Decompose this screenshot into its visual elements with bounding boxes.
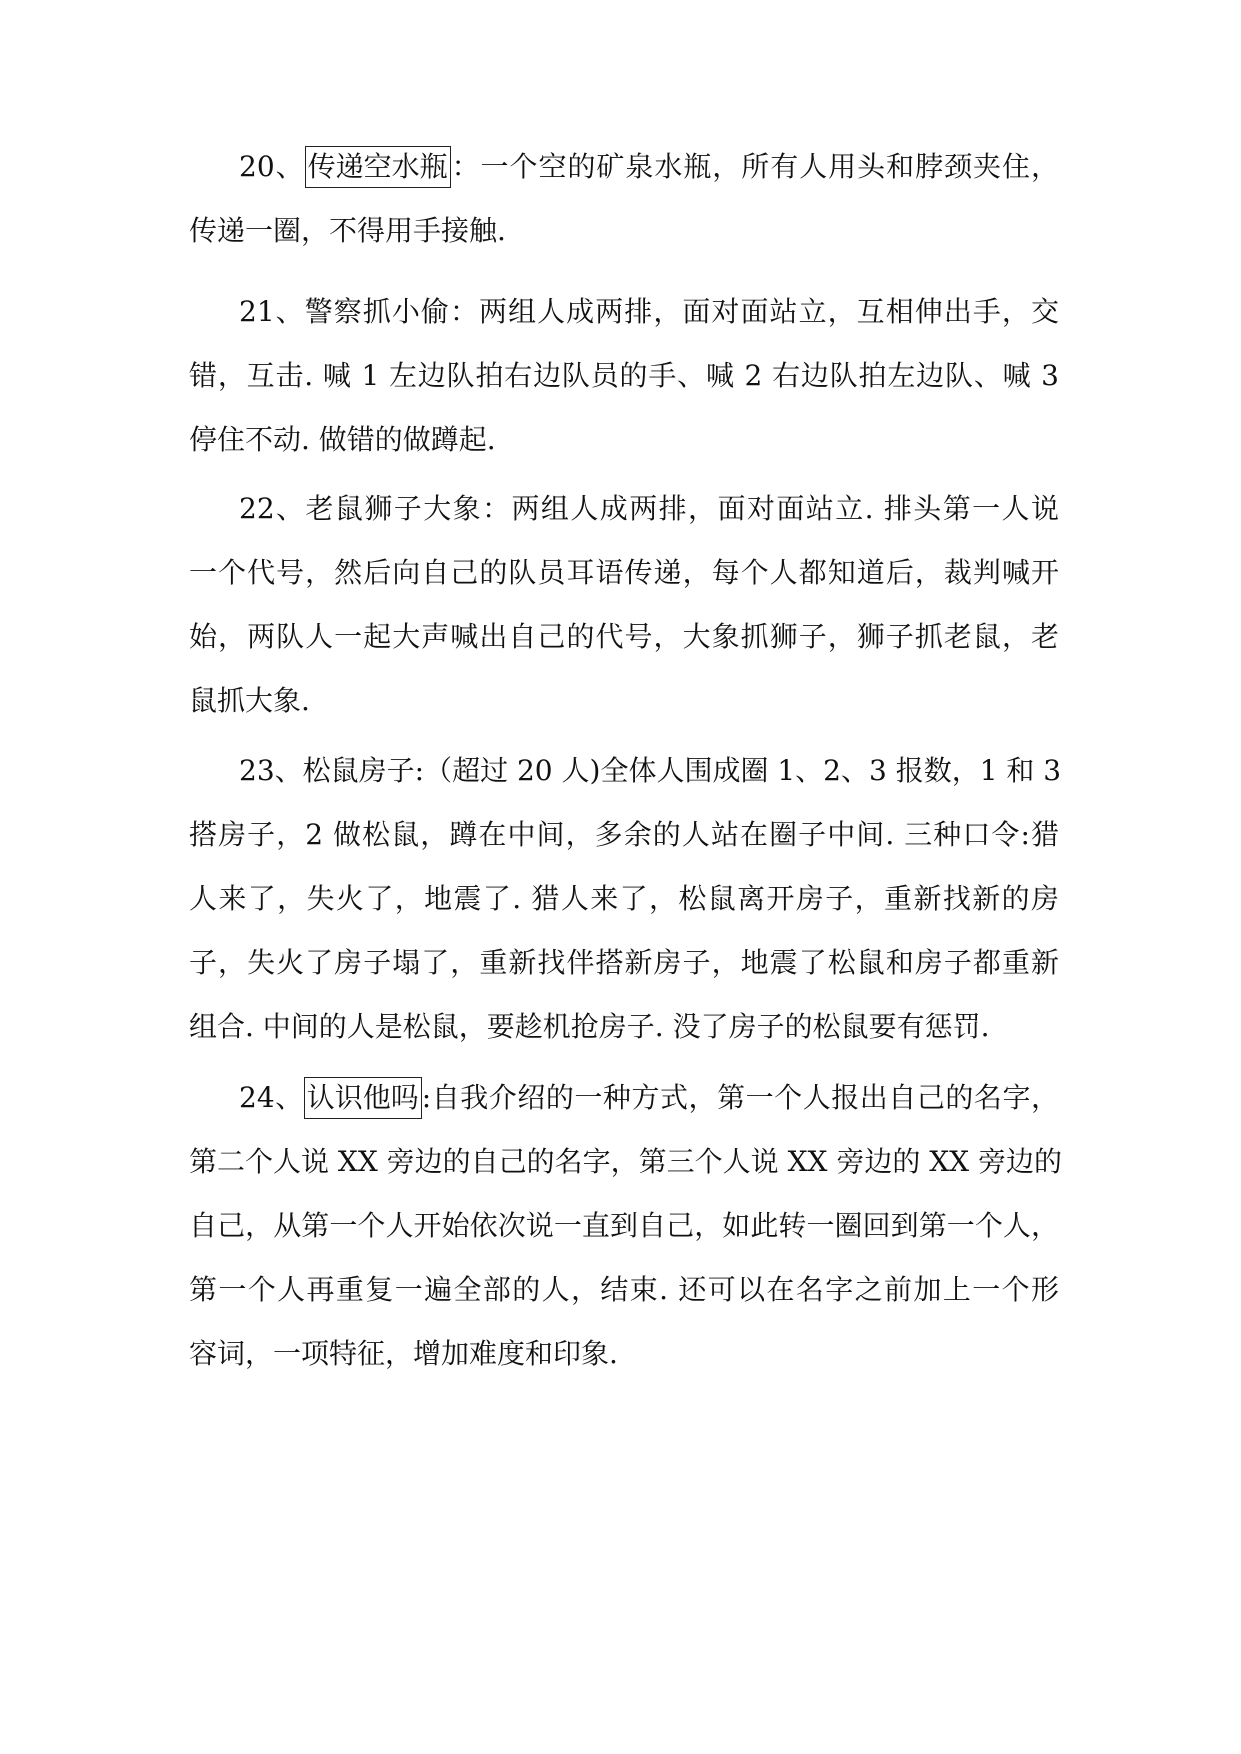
item-number: 20、 <box>239 150 305 183</box>
paragraph-line: 自己，从第一个人开始依次说一直到自己，如此转一圈回到第一个人， <box>189 1209 1059 1242</box>
paragraph-line: 子，失火了房子塌了，重新找伴搭新房子，地震了松鼠和房子都重新 <box>189 946 1059 979</box>
paragraph-line: 搭房子，2 做松鼠，蹲在中间，多余的人站在圈子中间. 三种口令:猎 <box>189 818 1059 851</box>
item-text: ：一个空的矿泉水瓶，所有人用头和脖颈夹住， <box>450 150 1059 183</box>
paragraph-line: 传递一圈，不得用手接触. <box>189 214 506 247</box>
paragraph-line <box>239 280 1059 344</box>
item-title-boxed: 传递空水瓶 <box>305 146 451 188</box>
paragraph-line: 错，互击. 喊 1 左边队拍右边队员的手、喊 2 右边队拍左边队、喊 3 <box>189 359 1059 392</box>
item-title: 老鼠狮子大象 <box>305 492 483 525</box>
paragraph-line: 组合. 中间的人是松鼠，要趁机抢房子. 没了房子的松鼠要有惩罚. <box>189 1010 990 1043</box>
paragraph-line: 停住不动. 做错的做蹲起. <box>189 423 496 456</box>
paragraph-line <box>239 1066 1059 1130</box>
paragraph-line: 一个代号，然后向自己的队员耳语传递，每个人都知道后，裁判喊开 <box>189 556 1059 589</box>
item-text: ：两组人成两排，面对面站立. 排头第一人说 <box>482 492 1059 525</box>
paragraph-line <box>239 739 1062 803</box>
paragraph-line: 第二个人说 XX 旁边的自己的名字，第三个人说 XX 旁边的 XX 旁边的 <box>189 1145 1063 1178</box>
paragraph-line <box>239 135 1059 199</box>
paragraph-line: 第一个人再重复一遍全部的人，结束. 还可以在名字之前加上一个形 <box>189 1273 1059 1306</box>
item-text: :自我介绍的一种方式，第一个人报出自己的名字， <box>421 1081 1060 1114</box>
item-title-boxed: 认识他吗 <box>304 1077 422 1119</box>
paragraph-line <box>239 477 1059 541</box>
item-title: 警察抓小偷 <box>304 295 450 328</box>
item-number: 24、 <box>239 1081 304 1114</box>
item-number: 22、 <box>239 492 306 525</box>
paragraph-line: 容词，一项特征，增加难度和印象. <box>189 1337 618 1370</box>
paragraph-line: 人来了，失火了，地震了. 猎人来了，松鼠离开房子，重新找新的房 <box>189 882 1059 915</box>
item-text: :（超过 20 人)全体人围成圈 1、2、3 报数，1 和 3 <box>414 754 1062 787</box>
item-title: 松鼠房子 <box>302 754 415 787</box>
paragraph-line: 鼠抓大象. <box>189 684 310 717</box>
paragraph-line: 始，两队人一起大声喊出自己的代号，大象抓狮子，狮子抓老鼠，老 <box>189 620 1059 653</box>
item-number: 21、 <box>239 295 305 328</box>
item-number: 23、 <box>239 754 303 787</box>
item-text: ：两组人成两排，面对面站立，互相伸出手，交 <box>449 295 1059 328</box>
